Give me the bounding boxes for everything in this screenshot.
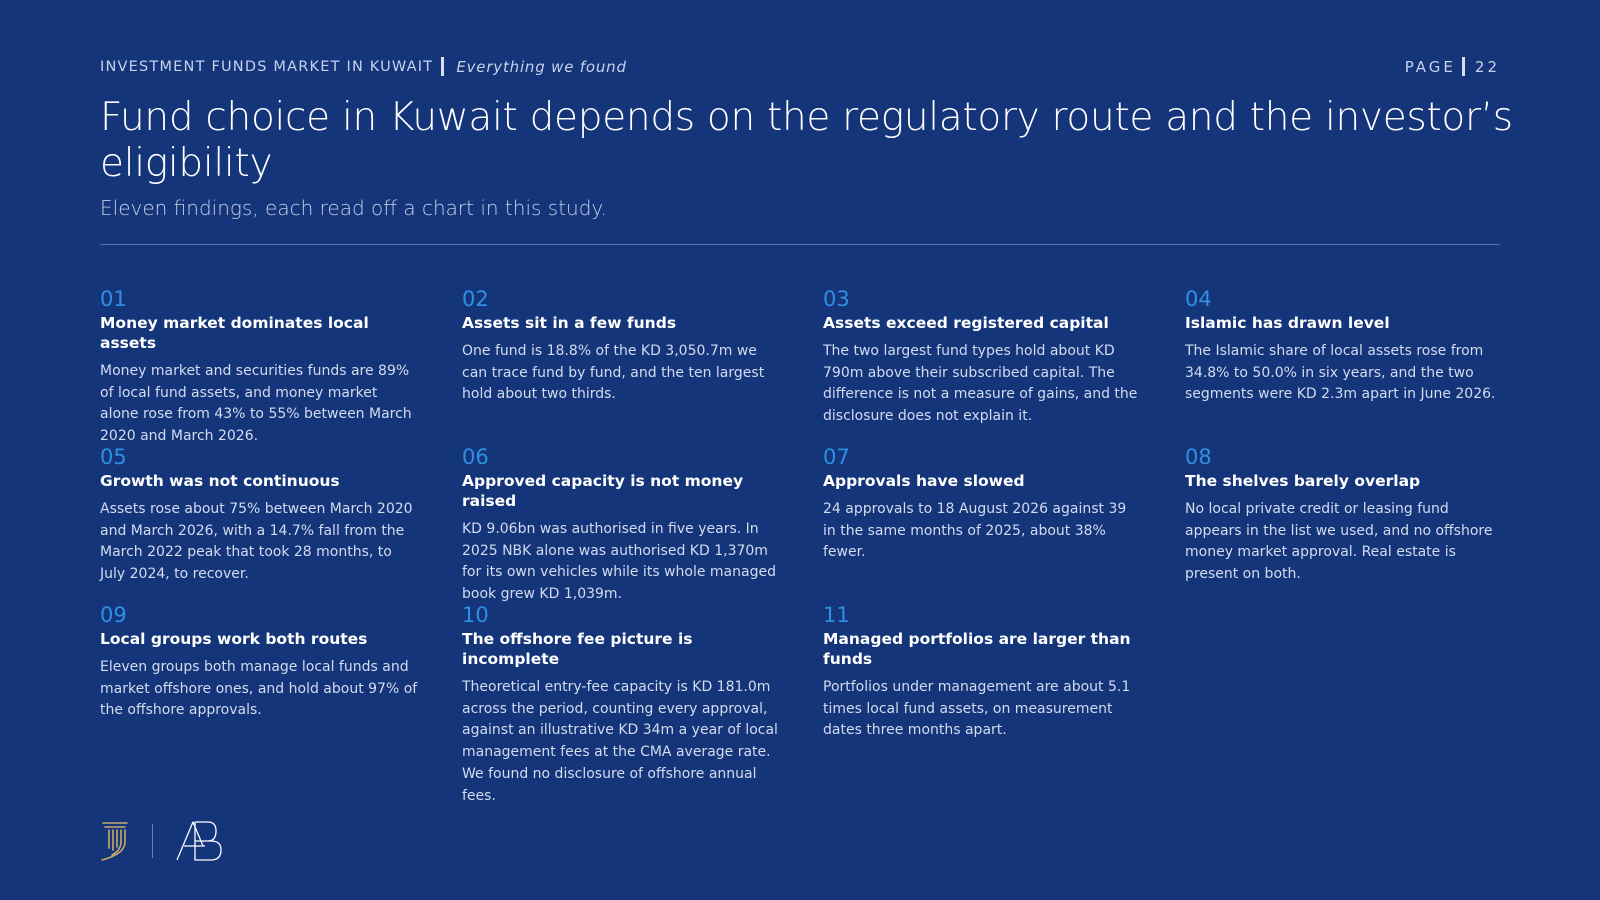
report-title: INVESTMENT FUNDS MARKET IN KUWAIT <box>100 58 434 75</box>
finding-body: The two largest fund types hold about KD 790m above their subscribed capital. The difference is not a measure of gains, and the disclosure does not explain it. <box>823 343 1138 425</box>
finding-title: Growth was not continuous <box>100 472 340 490</box>
finding-number: 10 <box>462 603 489 627</box>
finding-body: Assets rose about 75% between March 2020 and March 2026, with a 14.7% fall from the March 2022 peak that took 28 months, to July 2024, to recover. <box>100 501 413 583</box>
page-divider <box>1462 57 1465 76</box>
finding-07 <box>823 445 1141 564</box>
finding-title: Local groups work both routes <box>100 630 368 648</box>
finding-title: The shelves barely overlap <box>1185 472 1421 490</box>
finding-body: No local private credit or leasing fund appears in the list we used, and no offshore money market approval. Real estate is present on both. <box>1185 501 1493 583</box>
finding-06 <box>462 445 780 606</box>
finding-number: 02 <box>462 287 489 311</box>
report-tagline: Everything we found <box>456 57 627 76</box>
finding-title: Assets exceed registered capital <box>823 314 1109 332</box>
finding-number: 08 <box>1185 445 1212 469</box>
page-number: 22 <box>1474 57 1500 76</box>
finding-number: 03 <box>823 287 850 311</box>
finding-number: 05 <box>100 445 127 469</box>
finding-title: The offshore fee picture is incomplete <box>462 630 693 668</box>
finding-number: 06 <box>462 445 489 469</box>
finding-05 <box>100 445 418 586</box>
column-pillar-logo-icon <box>100 820 130 862</box>
finding-number: 07 <box>823 445 850 469</box>
finding-title: Assets sit in a few funds <box>462 314 677 332</box>
page-number-indicator <box>1405 57 1500 76</box>
finding-09 <box>100 603 418 722</box>
page-header <box>100 57 1500 79</box>
finding-number: 09 <box>100 603 127 627</box>
finding-body: Eleven groups both manage local funds and market offshore ones, and hold about 97% of the offshore approvals. <box>100 659 418 719</box>
finding-body: KD 9.06bn was authorised in five years. In 2025 NBK alone was authorised KD 1,370m for its own vehicles while its whole managed book grew KD 1,039m. <box>462 521 776 603</box>
finding-body: Theoretical entry-fee capacity is KD 181.0m across the period, counting every approval, against an illustrative KD 34m a year of local management fees at the CMA average rate. We found no disclosure of offshore annual fees. <box>462 679 778 804</box>
finding-body: One fund is 18.8% of the KD 3,050.7m we can trace fund by fund, and the ten largest hold about two thirds. <box>462 343 765 403</box>
finding-body: The Islamic share of local assets rose from 34.8% to 50.0% in six years, and the two segments were KD 2.3m apart in June 2026. <box>1185 343 1496 403</box>
kicker-divider <box>441 57 444 76</box>
finding-11 <box>823 603 1141 742</box>
finding-01 <box>100 287 418 448</box>
finding-10 <box>462 603 780 807</box>
finding-number: 04 <box>1185 287 1212 311</box>
logo-divider <box>152 824 153 858</box>
finding-number: 11 <box>823 603 850 627</box>
finding-02 <box>462 287 780 406</box>
finding-title: Approvals have slowed <box>823 472 1025 490</box>
finding-title: Managed portfolios are larger than funds <box>823 630 1131 668</box>
footer-logos <box>100 820 223 862</box>
page-label: PAGE <box>1404 57 1456 76</box>
finding-title: Islamic has drawn level <box>1185 314 1390 332</box>
header-divider <box>100 244 1500 245</box>
ab-monogram-logo-icon <box>175 820 223 862</box>
finding-title: Approved capacity is not money raised <box>462 472 744 510</box>
finding-title: Money market dominates local assets <box>100 314 369 352</box>
report-kicker <box>100 57 627 76</box>
finding-03 <box>823 287 1141 428</box>
page-subtitle: Eleven findings, each read off a chart in this study. <box>100 196 607 220</box>
page-title: Fund choice in Kuwait depends on the regulatory route and the investor’s eligibility <box>100 95 1513 186</box>
finding-body: Portfolios under management are about 5.1 times local fund assets, on measurement dates three months apart. <box>823 679 1131 739</box>
finding-body: 24 approvals to 18 August 2026 against 39 in the same months of 2025, about 38% fewer. <box>823 501 1127 561</box>
finding-08 <box>1185 445 1503 586</box>
finding-04 <box>1185 287 1503 406</box>
finding-body: Money market and securities funds are 89% of local fund assets, and money market alone rose from 43% to 55% between March 2020 and March 2026. <box>100 363 412 445</box>
finding-number: 01 <box>100 287 127 311</box>
